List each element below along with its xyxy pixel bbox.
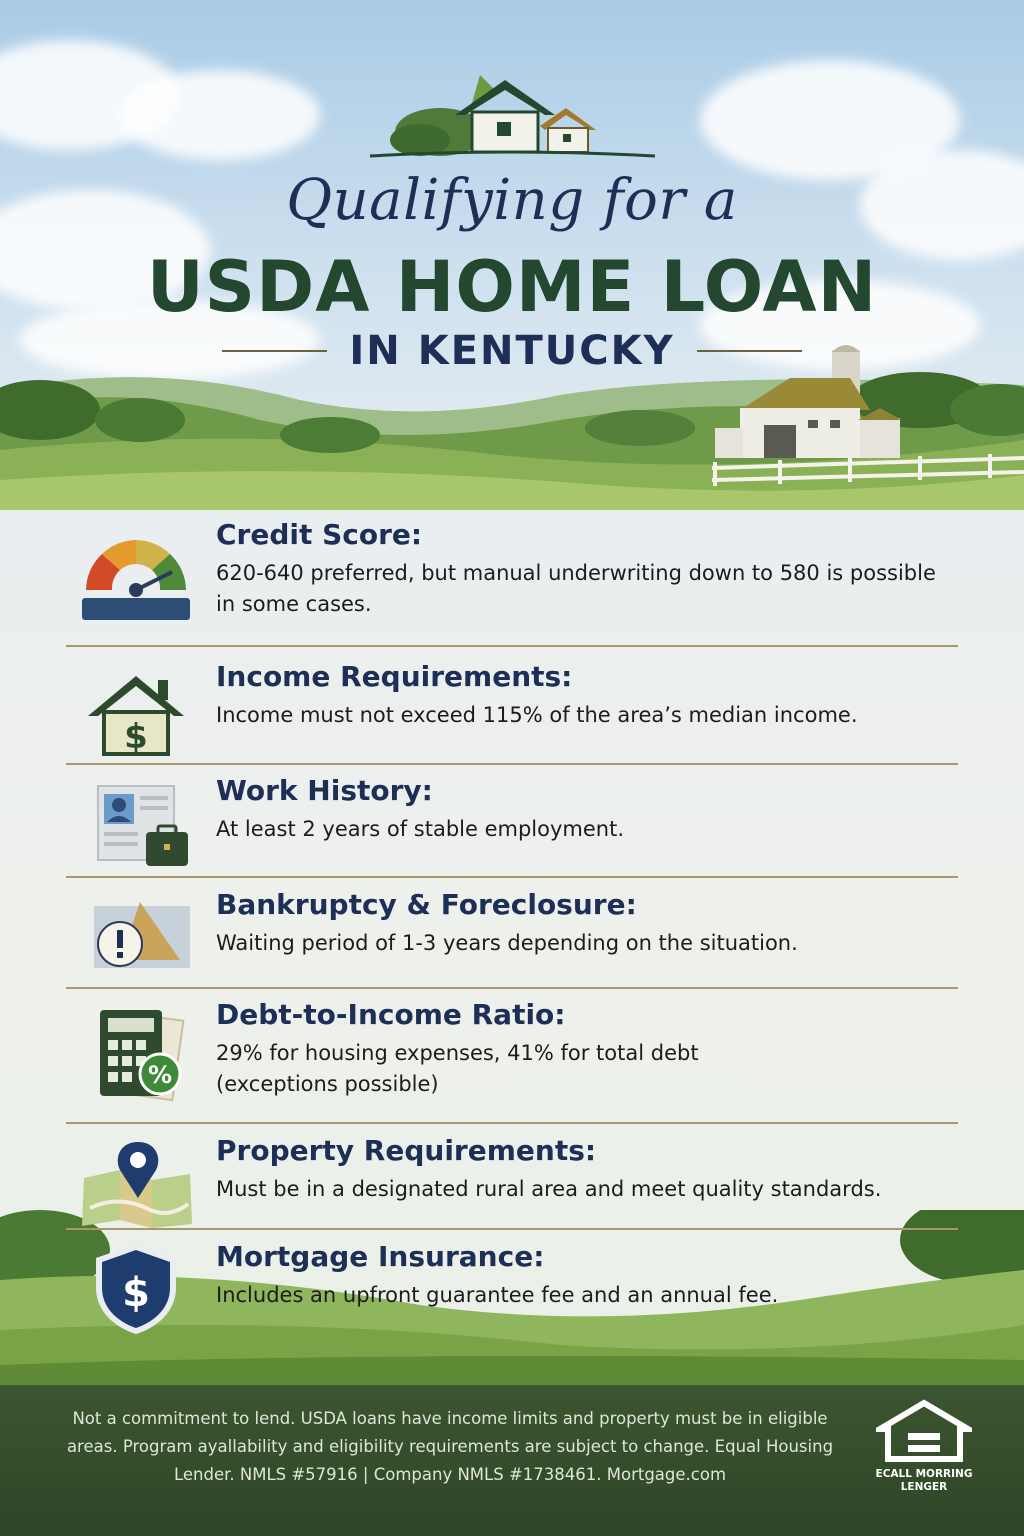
item-title: Income Requirements: [216, 660, 573, 693]
divider [66, 987, 958, 989]
item-title: Debt-to-Income Ratio: [216, 998, 566, 1031]
item-text [216, 660, 961, 731]
list-item-credit-score [66, 518, 958, 633]
item-description: Waiting period of 1-3 years depending on the situation. [216, 931, 798, 955]
svg-text:$: $ [124, 717, 148, 757]
item-title: Property Requirements: [216, 1134, 597, 1167]
item-text [216, 1134, 961, 1205]
cloud [120, 70, 320, 160]
item-description: Income must not exceed 115% of the area’s median income. [216, 703, 858, 727]
map-pin-icon [80, 1138, 192, 1234]
divider [66, 645, 958, 647]
list-item-mortgage-insurance [66, 1240, 958, 1340]
svg-text:%: % [147, 1061, 173, 1089]
title-sub: IN KENTUCKY [349, 328, 675, 374]
equal-housing-logo [874, 1399, 974, 1509]
svg-text:$: $ [122, 1270, 150, 1316]
title-script: Qualifying for a [286, 168, 738, 233]
id-card-briefcase-icon [80, 780, 192, 876]
divider [66, 1228, 958, 1230]
house-logo-icon [360, 70, 660, 165]
item-title: Credit Score: [216, 518, 423, 551]
divider [66, 876, 958, 878]
item-description: 29% for housing expenses, 41% for total debt (exceptions possible) [216, 1041, 699, 1096]
list-item-bankruptcy [66, 888, 958, 988]
item-text [216, 774, 961, 845]
list-item-debt-to-income [66, 998, 958, 1113]
footer [0, 1385, 1024, 1536]
item-description: Includes an upfront guarantee fee and an annual fee. [216, 1283, 779, 1307]
item-description: Must be in a designated rural area and meet quality standards. [216, 1177, 882, 1201]
credit-gauge-icon [80, 528, 192, 624]
list-item-income [66, 660, 958, 760]
calculator-percent-icon [80, 1006, 192, 1102]
item-title: Bankruptcy & Foreclosure: [216, 888, 637, 921]
requirements-list [0, 500, 1024, 1260]
equal-housing-icon [876, 1399, 972, 1463]
shield-dollar-icon [80, 1240, 192, 1336]
list-item-work-history [66, 774, 958, 874]
disclaimer-text: Not a commitment to lend. USDA loans have income limits and property must be in eligible areas. Program ayallability and eligibility requirements are subject to change. Equal Housing Lender. NMLS #57916 | Company NMLS #1738461. Mortgage.com [66, 1409, 834, 1484]
item-description: At least 2 years of stable employment. [216, 817, 625, 841]
title-main: USDA HOME LOAN [146, 246, 878, 328]
house-dollar-icon [80, 666, 192, 762]
item-title: Work History: [216, 774, 433, 807]
item-text [216, 998, 961, 1100]
item-text [216, 1240, 961, 1311]
item-description: 620-640 preferred, but manual underwriting down to 580 is possible in some cases. [216, 561, 936, 616]
item-title: Mortgage Insurance: [216, 1240, 545, 1273]
divider [66, 1122, 958, 1124]
item-text [216, 888, 961, 959]
item-text [216, 518, 961, 620]
equal-housing-logo-text: ECALL MORRING LENGER [875, 1468, 973, 1493]
divider [66, 763, 958, 765]
list-item-property [66, 1134, 958, 1229]
warning-icon [80, 894, 192, 990]
landscape-barn-illustration [0, 340, 1024, 510]
